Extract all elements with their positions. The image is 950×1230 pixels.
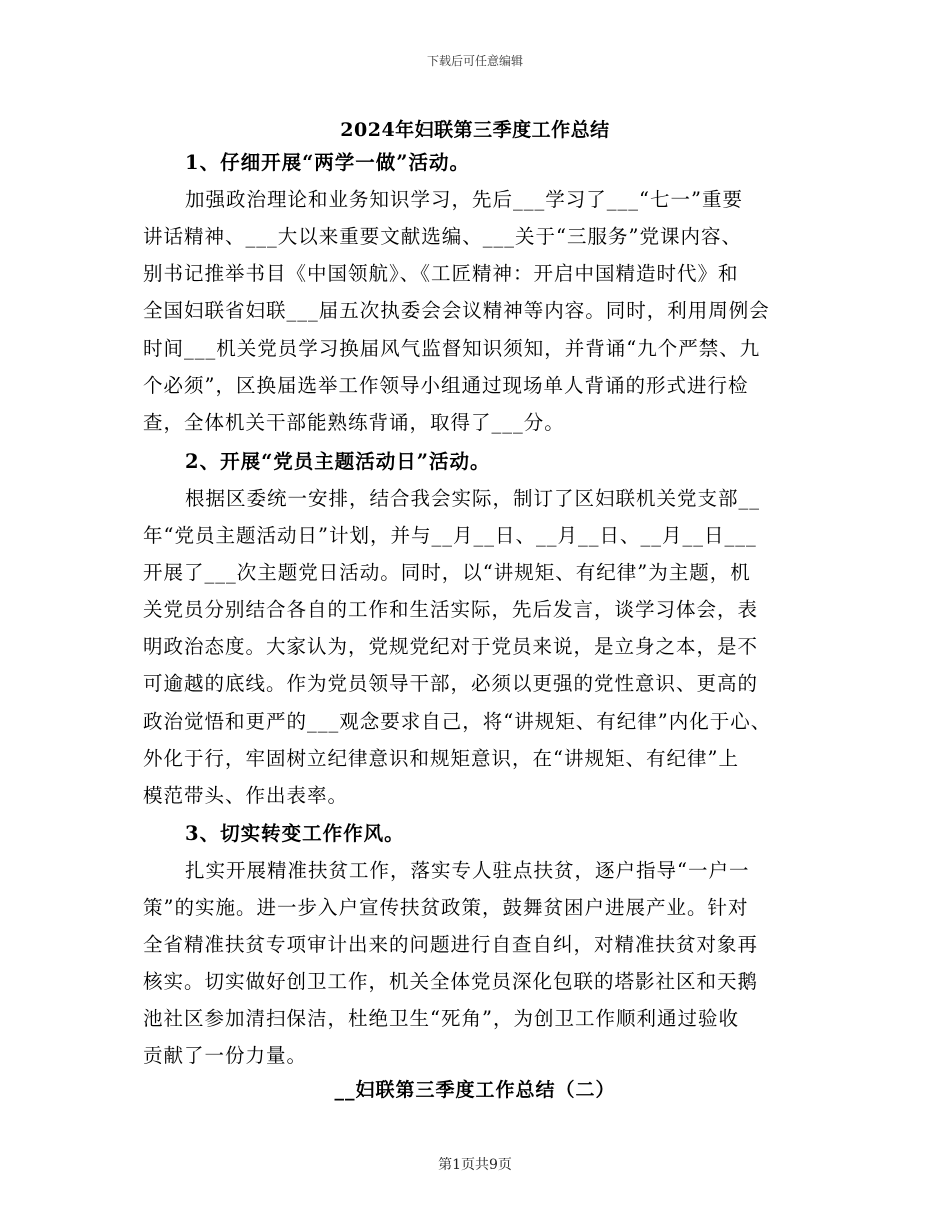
paragraph-line: 查，全体机关干部能熟练背诵，取得了___分。 (143, 411, 565, 434)
paragraph-line: 讲话精神、___大以来重要文献选编、___关于“三服务”党课内容、 (143, 225, 742, 248)
paragraph-line: 别书记推举书目《中国领航》、《工匠精神：开启中国精造时代》和 (143, 262, 739, 285)
paragraph-line: 根据区委统一安排，结合我会实际，制订了区妇联机关党支部__ (185, 487, 761, 510)
paragraph-line: 时间___机关党员学习换届风气监督知识须知，并背诵“九个严禁、九 (143, 337, 761, 360)
paragraph-line: 贡献了一份力量。 (143, 1044, 308, 1067)
paragraph-line: 核实。切实做好创卫工作，机关全体党员深化包联的塔影社区和天鹅 (143, 970, 759, 993)
paragraph-line: 政治觉悟和更严的___观念要求自己，将“讲规矩、有纪律”内化于心、 (143, 710, 772, 733)
paragraph-line: 明政治态度。大家认为，党规党纪对于党员来说，是立身之本，是不 (143, 635, 759, 658)
paragraph-line: 可逾越的底线。作为党员领导干部，必须以更强的党性意识、更高的 (143, 672, 759, 695)
paragraph-line: 外化于行，牢固树立纪律意识和规矩意识，在“讲规矩、有纪律”上 (143, 747, 739, 770)
paragraph-line: 年“党员主题活动日”计划，并与__月__日、__月__日、__月__日___ (143, 524, 757, 547)
paragraph-line: 全国妇联省妇联___届五次执委会会议精神等内容。同时，利用周例会 (143, 299, 770, 322)
next-document-title: __妇联第三季度工作总结（二） (334, 1079, 616, 1101)
paragraph-line: 关党员分别结合各自的工作和生活实际，先后发言，谈学习体会，表 (143, 598, 759, 621)
paragraph-line: 开展了___次主题党日活动。同时，以“讲规矩、有纪律”为主题，机 (143, 561, 751, 584)
paragraph-line: 全省精准扶贫专项审计出来的问题进行自查自纠，对精准扶贫对象再 (143, 933, 759, 956)
header-note: 下载后可任意编辑 (426, 54, 523, 68)
page-footer: 第1页共9页 (438, 1157, 512, 1173)
paragraph-line: 个必须”，区换届选举工作领导小组通过现场单人背诵的形式进行检 (143, 374, 749, 397)
paragraph-line: 扎实开展精准扶贫工作，落实专人驻点扶贫，逐户指导“一户一 (185, 859, 750, 882)
paragraph-line: 加强政治理论和业务知识学习，先后___学习了___“七一”重要 (185, 188, 743, 211)
section-heading: 1、仔细开展“两学一做”活动。 (185, 151, 471, 174)
section-heading: 2、开展“党员主题活动日”活动。 (185, 450, 491, 473)
paragraph-line: 策”的实施。进一步入户宣传扶贫政策，鼓舞贫困户进展产业。针对 (143, 896, 749, 919)
paragraph-line: 模范带头、作出表率。 (143, 784, 349, 807)
document-title: 2024年妇联第三季度工作总结 (340, 119, 610, 141)
section-heading: 3、切实转变工作作风。 (185, 822, 405, 845)
paragraph-line: 池社区参加清扫保洁，杜绝卫生“死角”，为创卫工作顺利通过验收 (143, 1007, 739, 1030)
